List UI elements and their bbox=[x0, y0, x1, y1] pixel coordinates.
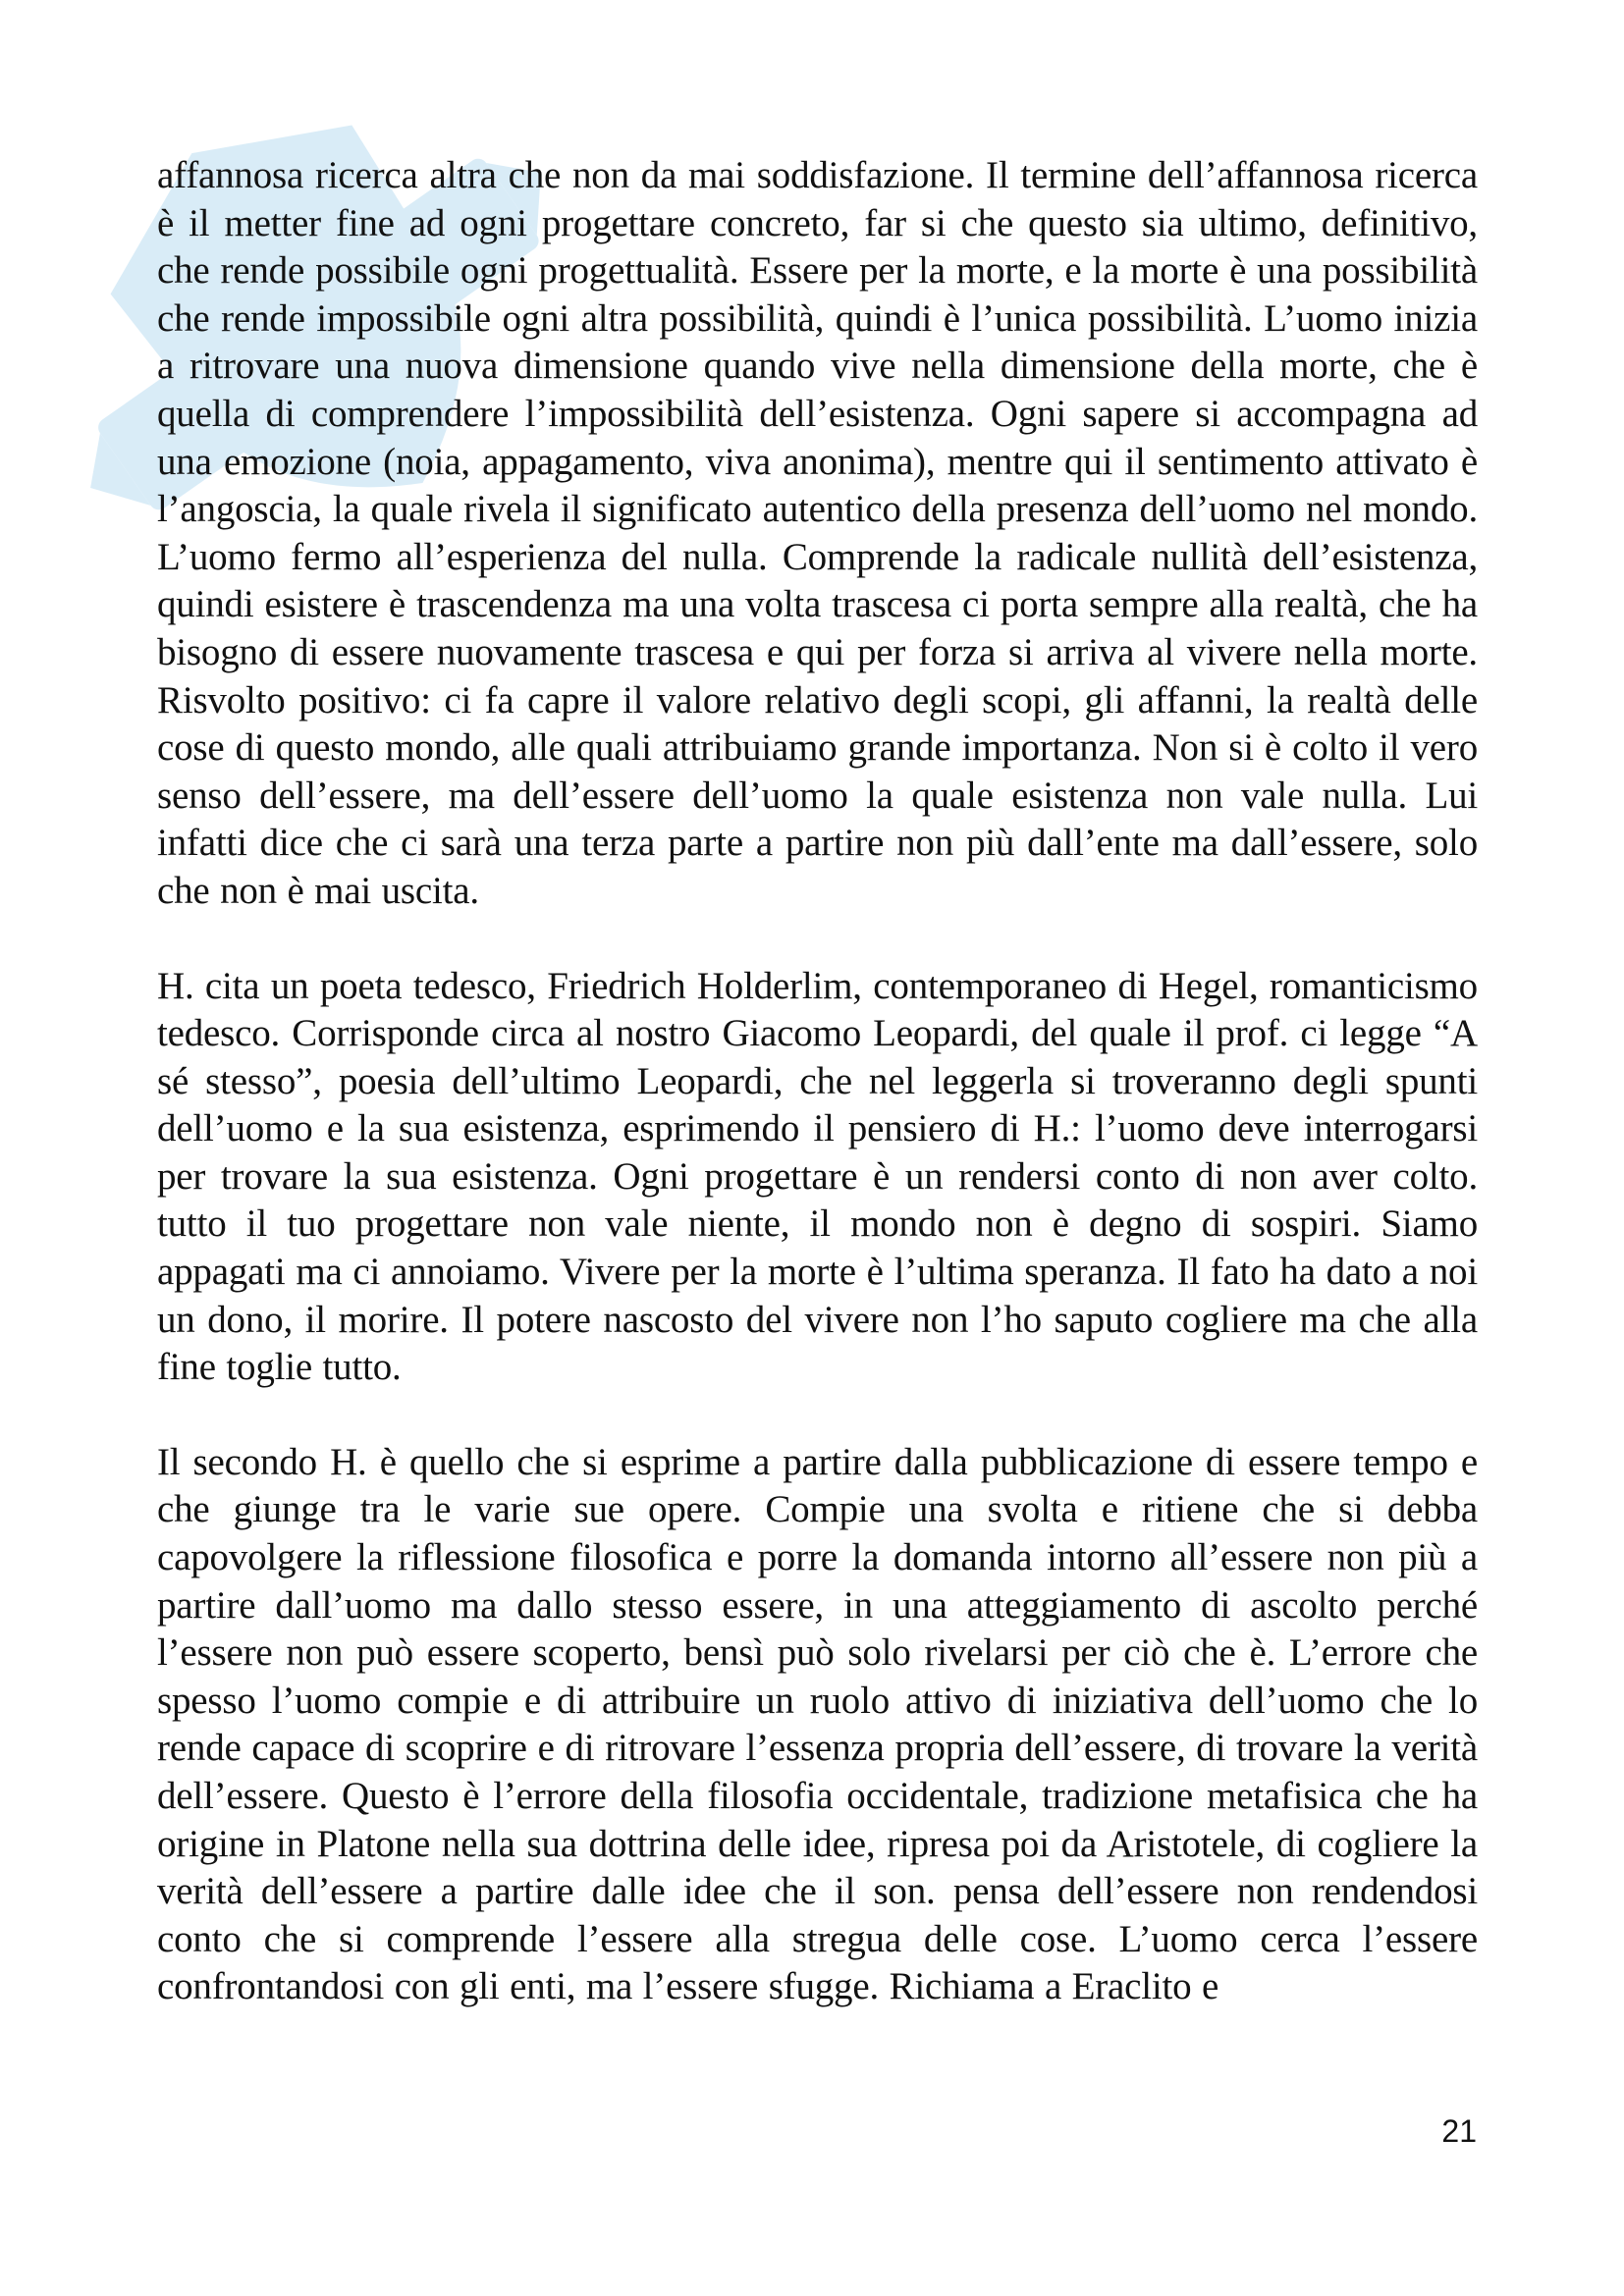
paragraph-2: H. cita un poeta tedesco, Friedrich Holderlim, contemporaneo di Hegel, romanticismo tedesco. Corrisponde circa al nostro Giacomo Leopardi, del quale il prof. ci legge “A sé stesso”, poesia dell’ultimo Leopardi, che nel leggerla si troveranno degli spunti dell’uomo e la sua esistenza, esprimendo il pensiero di H.: l’uomo deve interrogarsi per trovare la sua esistenza. Ogni progettare è un rendersi conto di non aver colto. tutto il tuo progettare non vale niente, il mondo non è degno di sospiri. Siamo appagati ma ci annoiamo. Vivere per la morte è l’ultima speranza. Il fato ha dato a noi un dono, il morire. Il potere nascosto del vivere non l’ho saputo cogliere ma che alla fine toglie tutto. bbox=[157, 964, 1478, 1389]
watermark-wing-left bbox=[68, 433, 150, 528]
document-body bbox=[157, 152, 1478, 2058]
page-number: 21 bbox=[1441, 2113, 1477, 2149]
paragraph-1: affannosa ricerca altra che non da mai soddisfazione. Il termine dell’affannosa ricerca è il metter fine ad ogni progettare concreto, far si che questo sia ultimo, definitivo, che rende possibile ogni progettualità. Essere per la morte, e la morte è una possibilità che rende impossibile ogni altra possibilità, quindi è l’unica possibilità. L’uomo inizia a ritrovare una nuova dimensione quando vive nella dimensione della morte, che è quella di comprendere l’impossibilità dell’esistenza. Ogni sapere si accompagna ad una emozione (noia, appagamento, viva anonima), mentre qui il sentimento attivato è l’angoscia, la quale rivela il significato autentico della presenza dell’uomo nel mondo. L’uomo fermo all’esperienza del nulla. Comprende la radicale nullità dell’esistenza, quindi esistere è trascendenza ma una volta trascesa ci porta sempre alla realtà, che ha bisogno di essere nuovamente trascesa e qui per forza si arriva al vivere nella morte. Risvolto positivo: ci fa capre il valore relativo degli scopi, gli affanni, la realtà delle cose di questo mondo, alle quali attribuiamo grande importanza. Non si è colto il vero senso dell’essere, ma dell’essere dell’uomo la quale esistenza non vale nulla. Lui infatti dice che ci sarà una terza parte a partire non più dall’ente ma dall’essere, solo che non è mai uscita. bbox=[157, 154, 1478, 912]
paragraph-3: Il secondo H. è quello che si esprime a partire dalla pubblicazione di essere tempo e che giunge tra le varie sue opere. Compie una svolta e ritiene che si debba capovolgere la riflessione filosofica e porre la domanda intorno all’essere non più a partire dall’uomo ma dallo stesso essere, in una atteggiamento di ascolto perché l’essere non può essere scoperto, bensì può solo rivelarsi per ciò che è. L’errore che spesso l’uomo compie e di attribuire un ruolo attivo di iniziativa dell’uomo che lo rende capace di scoprire e di ritrovare l’essenza propria dell’essere, di trovare la verità dell’essere. Questo è l’errore della filosofia occidentale, tradizione metafisica che ha origine in Platone nella sua dottrina delle idee, ripresa poi da Aristotele, di cogliere la verità dell’essere a partire dalle idee che il son. pensa dell’essere non rendendosi conto che si comprende l’essere alla stregua delle cose. L’uomo cerca l’essere confrontandosi con gli enti, ma l’essere sfugge. Richiama a Eraclito e bbox=[157, 1440, 1478, 2008]
